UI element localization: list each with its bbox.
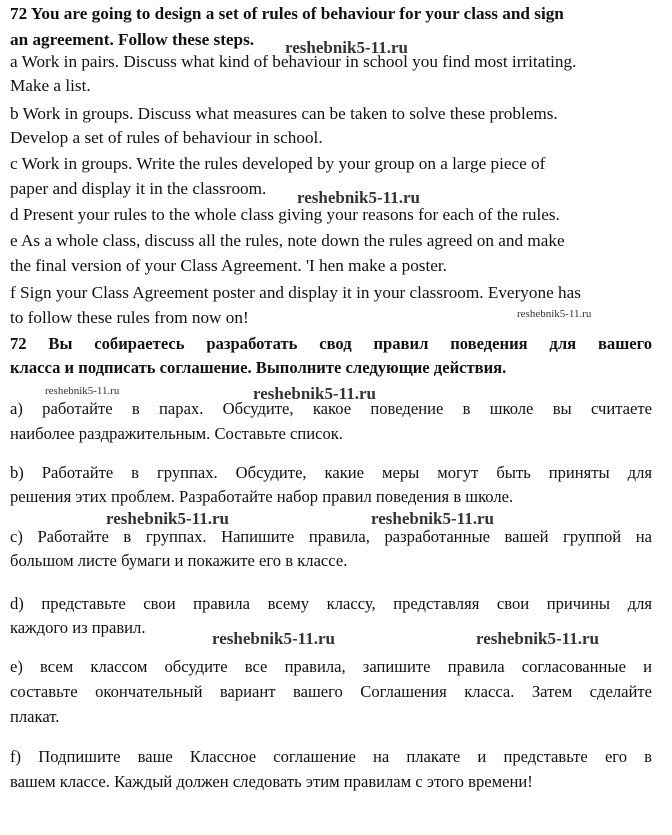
english-step-b-line-1: b Work in groups. Discuss what measures can be taken to solve these problems. (10, 104, 558, 123)
russian-step-b-line-1: b) Работайте в группах. Обсудите, какие меры могут быть приняты для (10, 463, 652, 482)
english-step-b-line-2: Develop a set of rules of behaviour in school. (10, 128, 323, 147)
russian-step-b-line-2: решения этих проблем. Разработайте набор правил поведения в школе. (10, 487, 514, 506)
english-heading-line-2: an agreement. Follow these steps. (10, 30, 255, 49)
english-step-d-line-1: d Present your rules to the whole class giving your reasons for each of the rules. (10, 205, 560, 224)
english-heading-line-1: 72 You are going to design a set of rules of behaviour for your class and sign (10, 4, 564, 23)
watermark: reshebnik5-11.ru (45, 385, 120, 397)
watermark: reshebnik5-11.ru (106, 509, 229, 528)
watermark: reshebnik5-11.ru (285, 38, 408, 57)
russian-step-e-line-2: составьте окончательный вариант вашего Соглашения класса. Затем сделайте (10, 682, 652, 701)
russian-step-e-line-1: е) всем классом обсудите все правила, запишите правила согласованные и (10, 657, 652, 676)
russian-step-e-line-3: плакат. (10, 707, 60, 726)
english-step-a-line-1: a Work in pairs. Discuss what kind of behaviour in school you find most irritating. (10, 52, 577, 71)
russian-step-c-line-1: с) Работайте в группах. Напишите правила, разработанные вашей группой на (10, 527, 652, 546)
russian-step-d-line-1: d) представьте свои правила всему классу, представляя свои причины для (10, 594, 652, 613)
russian-step-a-line-1: а) работайте в парах. Обсудите, какое поведение в школе вы считаете (10, 399, 652, 418)
russian-heading-line-1: 72 Вы собираетесь разработать свод правил поведения для вашего (10, 334, 652, 353)
english-step-e-line-2: the final version of your Class Agreement. 'I hen make a poster. (10, 256, 447, 275)
russian-heading-line-2: класса и подписать соглашение. Выполните следующие действия. (10, 358, 507, 377)
english-step-f-line-2: to follow these rules from now on! (10, 308, 249, 327)
english-step-f-line-1: f Sign your Class Agreement poster and display it in your classroom. Everyone has (10, 283, 581, 302)
watermark: reshebnik5-11.ru (297, 188, 420, 207)
russian-step-f-line-2: вашем классе. Каждый должен следовать этим правилам с этого времени! (10, 772, 533, 791)
watermark: reshebnik5-11.ru (253, 384, 376, 403)
english-step-e-line-1: e As a whole class, discuss all the rules, note down the rules agreed on and make (10, 231, 565, 250)
russian-step-f-line-1: f) Подпишите ваше Классное соглашение на плакате и представьте его в (10, 747, 652, 766)
watermark: reshebnik5-11.ru (212, 629, 335, 648)
watermark: reshebnik5-11.ru (476, 629, 599, 648)
russian-step-c-line-2: большом листе бумаги и покажите его в классе. (10, 551, 348, 570)
russian-step-a-line-2: наиболее раздражительным. Составьте список. (10, 424, 343, 443)
watermark: reshebnik5-11.ru (517, 308, 592, 320)
russian-step-d-line-2: каждого из правил. (10, 618, 146, 637)
watermark: reshebnik5-11.ru (371, 509, 494, 528)
english-step-a-line-2: Make a list. (10, 76, 91, 95)
english-step-c-line-1: c Work in groups. Write the rules developed by your group on a large piece of (10, 154, 546, 173)
english-step-c-line-2: paper and display it in the classroom. (10, 179, 267, 198)
